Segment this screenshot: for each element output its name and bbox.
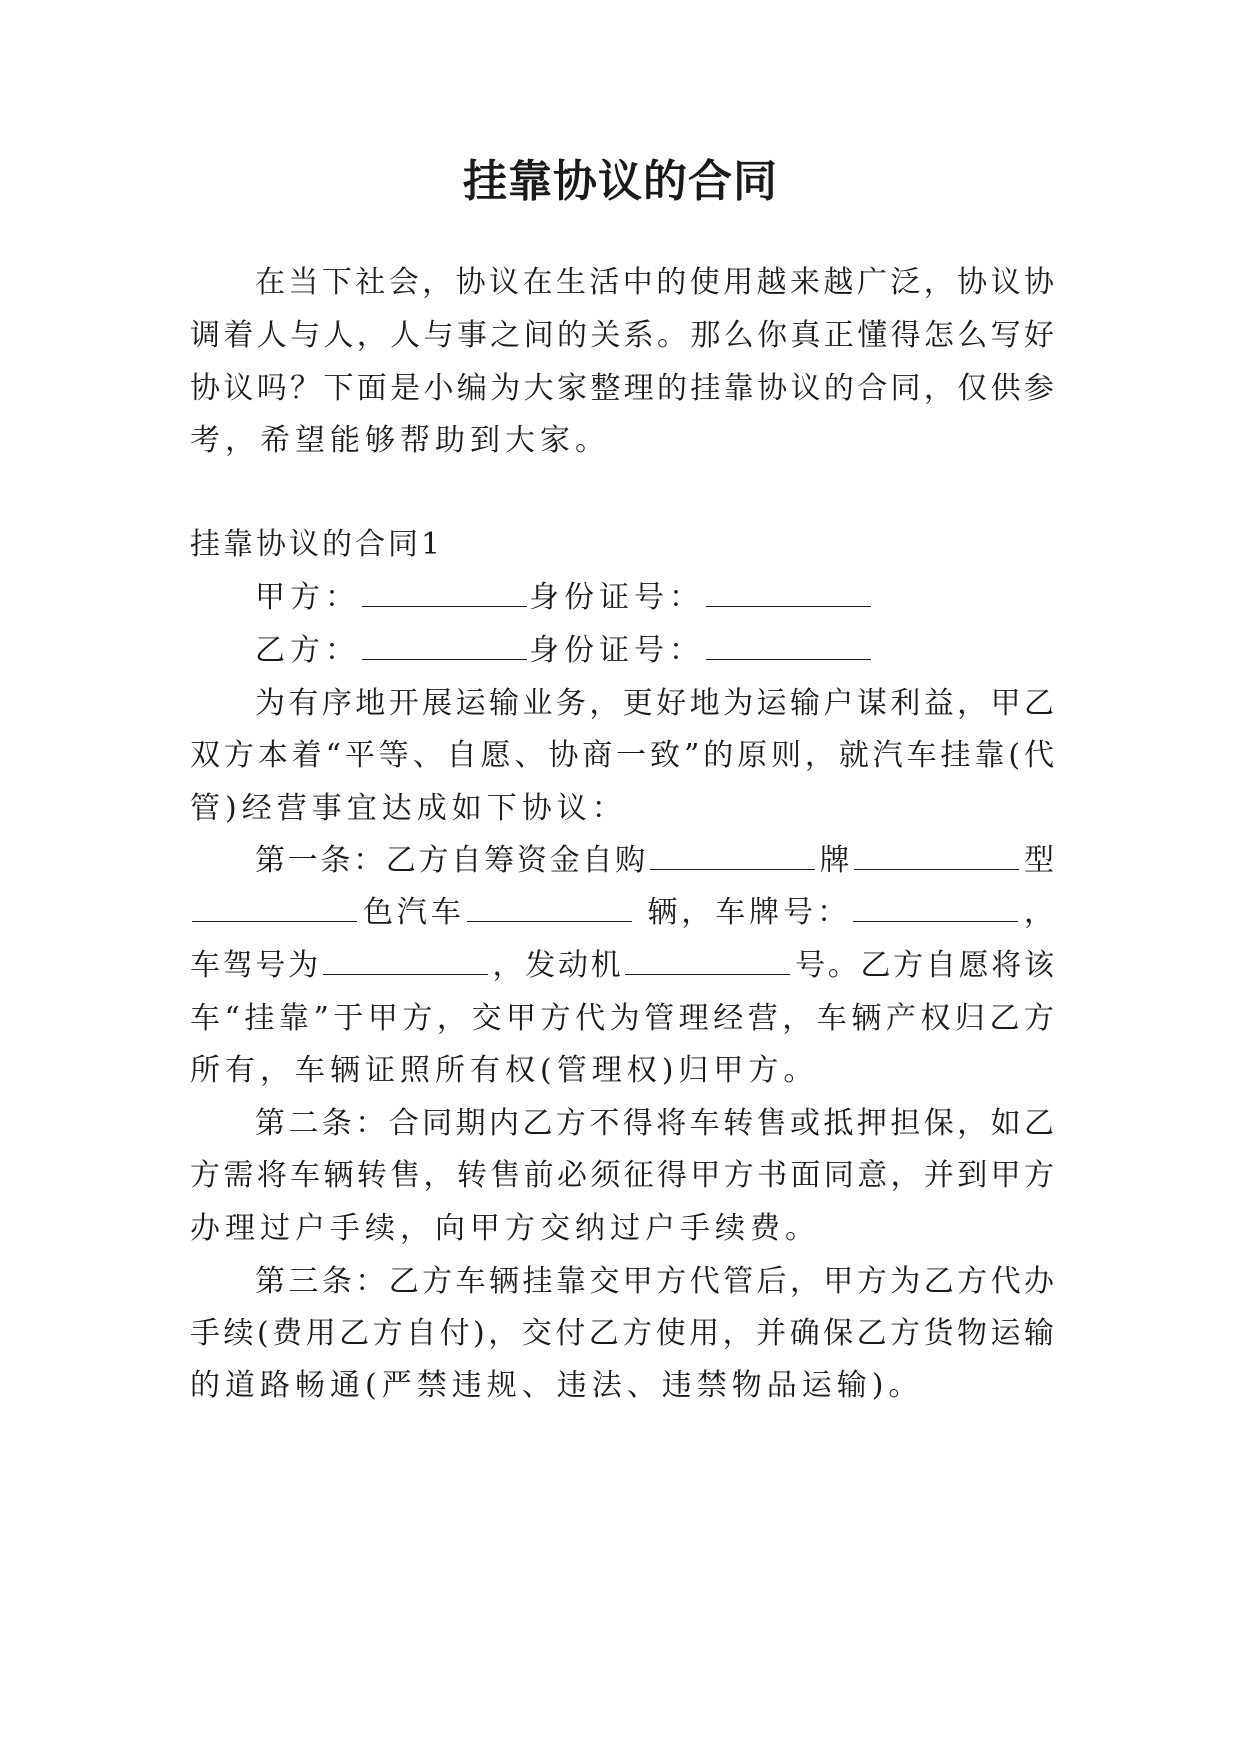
section-heading: 挂靠协议的合同1 bbox=[190, 527, 444, 562]
article1-brand-blank bbox=[650, 843, 815, 870]
article1-plate-blank bbox=[853, 895, 1018, 922]
intro-line: 调着人与人，人与事之间的关系。那么你真正懂得怎么写好 bbox=[190, 318, 1054, 353]
article1-text: ，发动机 bbox=[489, 948, 624, 983]
party-a-line bbox=[255, 578, 873, 618]
article1-count-blank bbox=[467, 895, 632, 922]
article1-engine-blank bbox=[625, 948, 790, 975]
article3-line: 第三条：乙方车辆挂靠交甲方代管后，甲方为乙方代办 bbox=[255, 1264, 1054, 1299]
article1-color-blank bbox=[192, 895, 357, 922]
article1-text: 型 bbox=[1021, 843, 1055, 878]
article2-line: 第二条：合同期内乙方不得将车转售或抵押担保，如乙 bbox=[255, 1106, 1054, 1141]
intro-line: 在当下社会，协议在生活中的使用越来越广泛，协议协 bbox=[255, 265, 1054, 300]
party-a-id-label: 身份证号： bbox=[529, 580, 704, 615]
party-b-line bbox=[255, 631, 873, 671]
article1-text: 号。乙方自愿将该 bbox=[792, 948, 1055, 983]
party-a-name-blank bbox=[362, 580, 527, 607]
article1-vin-blank bbox=[323, 948, 488, 975]
article1-line bbox=[255, 841, 1054, 881]
preamble-line: 双方本着“平等、自愿、协商一致”的原则，就汽车挂靠(代 bbox=[190, 738, 1054, 773]
article1-line: 所有，车辆证照所有权(管理权)归甲方。 bbox=[190, 1053, 819, 1088]
article1-line bbox=[190, 946, 1054, 986]
preamble-line: 管)经营事宜达成如下协议： bbox=[190, 791, 627, 826]
article3-line: 手续(费用乙方自付)，交付乙方使用，并确保乙方货物运输 bbox=[190, 1316, 1054, 1351]
article1-text: ， bbox=[1020, 895, 1055, 930]
party-b-id-blank bbox=[706, 633, 871, 660]
intro-line: 协议吗？下面是小编为大家整理的挂靠协议的合同，仅供参 bbox=[190, 371, 1054, 406]
party-a-id-blank bbox=[706, 580, 871, 607]
article2-line: 办理过户手续，向甲方交纳过户手续费。 bbox=[190, 1211, 820, 1246]
preamble-line: 为有序地开展运输业务，更好地为运输户谋利益，甲乙 bbox=[255, 686, 1054, 721]
party-b-name-blank bbox=[362, 633, 527, 660]
intro-line: 考，希望能够帮助到大家。 bbox=[190, 423, 610, 458]
article3-line: 的道路畅通(严禁违规、违法、违禁物品运输)。 bbox=[190, 1368, 924, 1403]
article1-text: 色汽车 bbox=[359, 895, 465, 930]
article1-line: 车“挂靠”于甲方，交甲方代为管理经营，车辆产权归乙方 bbox=[190, 1001, 1054, 1036]
party-b-id-label: 身份证号： bbox=[529, 633, 704, 668]
party-a-label: 甲方： bbox=[255, 580, 360, 615]
article1-text: 牌 bbox=[816, 843, 853, 878]
party-b-label: 乙方： bbox=[255, 633, 360, 668]
article1-model-blank bbox=[854, 843, 1019, 870]
article1-text: 车驾号为 bbox=[190, 948, 321, 983]
page-title: 挂靠协议的合同 bbox=[463, 156, 778, 207]
article1-text: 辆，车牌号： bbox=[633, 895, 852, 930]
article1-text: 第一条：乙方自筹资金自购 bbox=[255, 843, 648, 878]
article1-line bbox=[190, 893, 1054, 933]
article2-line: 方需将车辆转售，转售前必须征得甲方书面同意，并到甲方 bbox=[190, 1158, 1054, 1193]
